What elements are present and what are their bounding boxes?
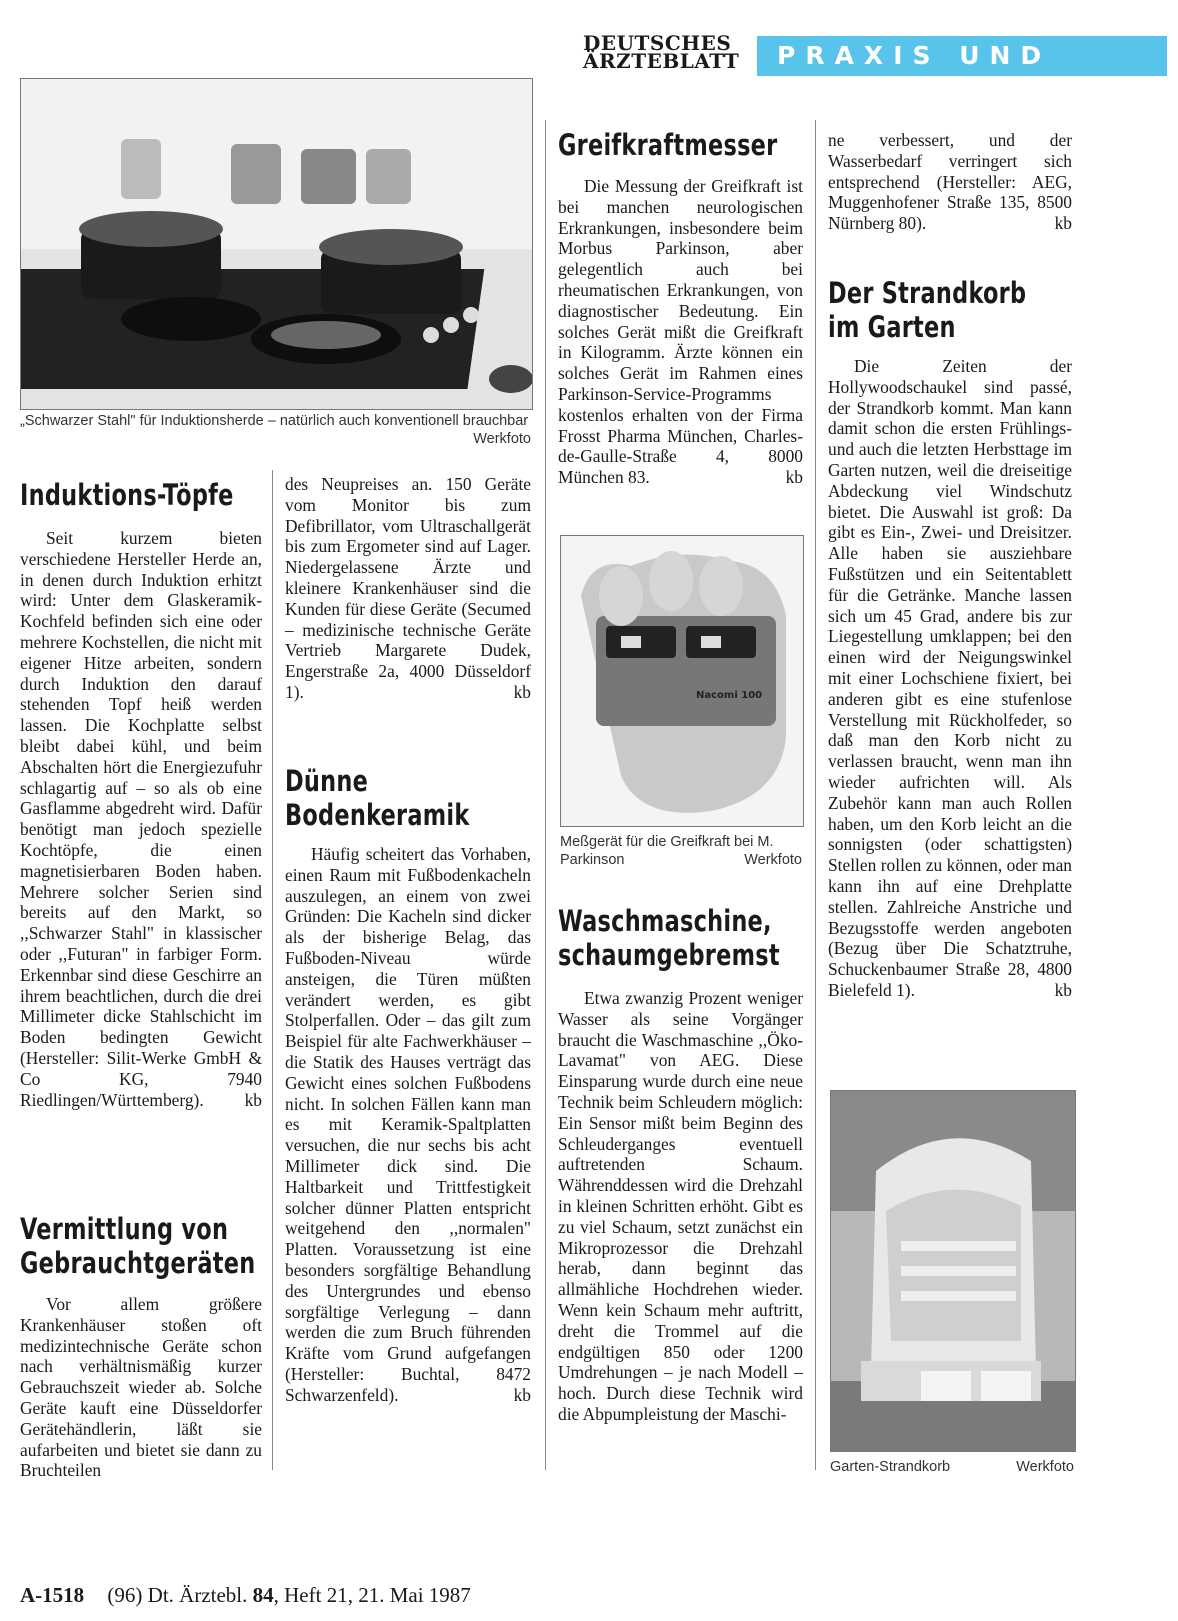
greifkraft-headline: Greifkraftmesser: [558, 128, 778, 162]
bodenkeramik-headline-line1: Dünne: [285, 764, 369, 798]
vermittlung-continued-text: des Neupreises an. 150 Geräte vom Monitor bis zum Defibrillator, vom Ultraschallgerät bis zum Ergometer sind auf Lager. Niedergelassene Ärzte und kleinere Krankenhäuser sind die Kunden für diese Geräte (Secumed – medizinische technische Geräte Vertrieb Margarete Dudek, Engerstraße 2a, 4000 Düsseldorf 1).: [285, 474, 531, 702]
bodenkeramik-headline: [285, 764, 470, 832]
bodenkeramik-sig: kb: [513, 1384, 531, 1405]
grip-device-caption: [560, 833, 802, 869]
cookware-caption-text: „Schwarzer Stahl" für Induktionsherde – natürlich auch konventionell brauchbar: [20, 413, 529, 429]
cookware-caption: [20, 412, 531, 448]
greifkraft-body: [558, 176, 803, 488]
bodenkeramik-text: Häufig scheitert das Vorhaben, einen Raum mit Fußbodenkacheln auszulegen, an einem von zwei Gründen: Die Kacheln sind dicker als der bisherige Belag, das Fußboden-Niveau würde ansteigen, die Türen müßten verändert werden, es gibt Stolperfallen. Oder – das gilt zum Beispiel für alte Fachwerkhäuser – die Statik des Hauses verträgt das Gewicht eines solchen Fußbodens nicht. In solchen Fällen kann man es mit Keramik-Spaltplatten versuchen, die nur sechs bis acht Millimeter dick sind. Die Haltbarkeit und Trittfestigkeit solcher dünner Platten entspricht weitgehend den ,,normalen" Platten. Voraussetzung ist eine besonders sorgfältige Behandlung des Untergrundes und ebenso sorgfältige Verlegung – dann werden die zum Bruch führenden Kräfte vom Grund aufgefangen (Hersteller: Buchtal, 8472 Schwarzenfeld).: [285, 844, 531, 1405]
beach-chair-caption: [830, 1458, 1074, 1476]
strandkorb-headline-line1: Der Strandkorb: [828, 276, 1027, 310]
vermittlung-body: [20, 1294, 262, 1481]
waschmaschine-text: Etwa zwanzig Prozent weniger Wasser als seine Vorgänger braucht die Waschmaschine ,,Öko-Lavamat" von AEG. Diese Einsparung wurde durch eine neue Technik beim Schleudern möglich: Ein Sensor mißt beim Beginn des Schleuderganges eventuell auftretenden Schaum. Währenddessen wird die Drehzahl in kleinen Schritten erhöht. Gibt es zu viel Schaum, setzt zunächst ein Mikroprozessor die Drehzahl herab, dann beginnt das allmähliche Hochdrehen wieder. Wenn kein Schaum mehr auftritt, dreht die Trommel auf die endgültigen 850 oder 1200 Umdrehungen – je nach Modell – hoch. Durch diese Technik wird die Abpumpleistung der Maschi-: [558, 988, 803, 1424]
vermittlung-continued: [285, 474, 531, 703]
footer-issue: , Heft 21, 21. Mai 1987: [273, 1583, 471, 1607]
vermittlung-text: Vor allem größere Krankenhäuser stoßen oft medizintechnische Geräte schon nach verhältnismäßig kurzer Gebrauchszeit wieder ab. Solche Geräte kauft eine Düsseldorfer Gerätehändlerin, läßt sie aufarbeiten und bietet sie dann zu Bruchteilen: [20, 1294, 262, 1481]
bodenkeramik-headline-line2: Bodenkeramik: [285, 798, 470, 832]
waschmaschine-sig: kb: [1054, 213, 1072, 234]
vermittlung-headline-line2: Gebrauchtgeräten: [20, 1246, 256, 1280]
vermittlung-headline: [20, 1212, 255, 1280]
section-banner: PRAXIS UND HAUS: [757, 36, 1167, 76]
strandkorb-sig: kb: [1054, 979, 1072, 1000]
waschmaschine-headline-line2: schaumgebremst: [558, 938, 780, 972]
waschmaschine-body: [558, 988, 803, 1425]
beach-chair-caption-text: Garten-Strandkorb: [830, 1459, 951, 1475]
strandkorb-headline-line2: im Garten: [828, 310, 956, 344]
waschmaschine-continued: [828, 130, 1072, 234]
masthead-logo: [583, 31, 753, 73]
beach-chair-illustration: [831, 1091, 1075, 1451]
induktion-sig: kb: [244, 1089, 262, 1110]
beach-chair-photo: [830, 1090, 1076, 1452]
grip-device-photo: [560, 535, 804, 827]
page-footer: [20, 1583, 471, 1608]
device-label: Nacomi 100: [696, 690, 763, 701]
masthead-line1: DEUTSCHES: [583, 31, 732, 55]
induktion-text: Seit kurzem bieten verschiedene Hersteller Herde an, in denen durch Induktion erhitzt wird: Unter dem Glaskeramik-Kochfeld befinden sich eine oder mehrere Kochstellen, die nicht mit eigener Hitze arbeiten, sondern durch Induktion den darauf stehenden Topf heiß werden lassen. Die Kochplatte selbst bleibt dabei kühl, und beim Abschalten hört die Energiezufuhr schlagartig auf – so als ob eine Gasflamme abgedreht wird. Dafür benötigt man jedoch spezielle Kochtöpfe, die einen magnetisierbaren Boden haben. Mehrere solcher Serien sind bereits auf den Markt, so ,,Schwarzer Stahl" in klassischer oder ,,Futuran" in farbiger Form. Erkennbar sind diese Geschirre an ihrem beachtlichen, durch die drei Millimeter dicke Stahlschicht im Boden bedingten Gewicht (Hersteller: Silit-Werke GmbH & Co KG, 7940 Riedlingen/Württemberg).: [20, 528, 262, 1110]
waschmaschine-headline-line1: Waschmaschine,: [558, 904, 772, 938]
grip-device-illustration: [561, 536, 803, 826]
waschmaschine-headline: [558, 904, 780, 972]
strandkorb-headline: [828, 276, 1026, 344]
grip-device-caption-text: Meßgerät für die Greifkraft bei M. Parkinson: [560, 834, 774, 868]
beach-chair-credit: Werkfoto: [1016, 1459, 1074, 1475]
grip-device-credit: Werkfoto: [744, 852, 802, 868]
column-rule-1: [272, 470, 273, 1470]
bodenkeramik-body: [285, 844, 531, 1406]
footer-volume: 84: [252, 1583, 274, 1607]
vermittlung-sig: kb: [513, 681, 531, 702]
cookware-illustration: [21, 79, 532, 409]
cookware-photo: [20, 78, 533, 410]
strandkorb-body: [828, 356, 1072, 1001]
waschmaschine-continued-text: ne verbessert, und der Wasserbedarf verringert sich entsprechend (Hersteller: AEG, Muggenhofener Straße 135, 8500 Nürnberg 80).: [828, 130, 1072, 234]
page-number: A-1518: [20, 1583, 85, 1607]
greifkraft-sig: kb: [785, 467, 803, 488]
footer-journal: (96) Dt. Ärztebl.: [107, 1583, 248, 1607]
vermittlung-headline-line1: Vermittlung von: [20, 1212, 229, 1246]
strandkorb-text: Die Zeiten der Hollywoodschaukel sind passé, der Strandkorb kommt. Man kann damit schon die ersten Frühlings- und auch die letzten Herbsttage im Garten nutzen, weil die dreiseitige Abdeckung viel Windschutz bietet. Die Auswahl ist groß: Da gibt es Ein-, Zwei- und Dreisitzer. Alle haben sie ausziehbare Fußstützen und ein Seitentablett für die Getränke. Manche lassen sich um 45 Grad, andere bis zur Liegestellung umklappen; bei den einen wird der Neigungswinkel mit einer Lochschiene fixiert, bei anderen gibt es eine stufenlose Verstellung mit Rückholfeder, so daß man den Korb nicht zu verlassen braucht, wenn man ihn wieder aufrichten will. Als Zubehör kann man auch Rollen haben, um den Korb leicht an die sonnigsten (oder schattigsten) Stellen rollen zu können, oder man kann ihn auf eine Drehplatte stellen. Zahlreiche Anstriche und Bezugsstoffe werden angeboten (Bezug über Die Schatztruhe, Schuckenbaumer Straße 28, 4800 Bielefeld 1).: [828, 356, 1072, 1000]
masthead-line2: ÄRZTEBLATT: [583, 49, 740, 73]
greifkraft-text: Die Messung der Greifkraft ist bei manchen neurologischen Erkrankungen, insbesondere beim Morbus Parkinson, aber gelegentlich auch bei rheumatischen Erkrankungen, von diagnostischer Bedeutung. Ein solches Gerät mißt die Greifkraft in Kilogramm. Ärzte können ein solches Gerät im Rahmen eines Parkinson-Service-Programms kostenlos erhalten von der Firma Frosst Pharma München, Charles-de-Gaulle-Straße 4, 8000 München 83.: [558, 176, 803, 488]
column-rule-3: [815, 120, 816, 1470]
cookware-credit: Werkfoto: [473, 431, 531, 447]
induktion-headline: Induktions-Töpfe: [20, 478, 234, 512]
column-rule-2: [545, 120, 546, 1470]
induktion-body: [20, 528, 262, 1110]
